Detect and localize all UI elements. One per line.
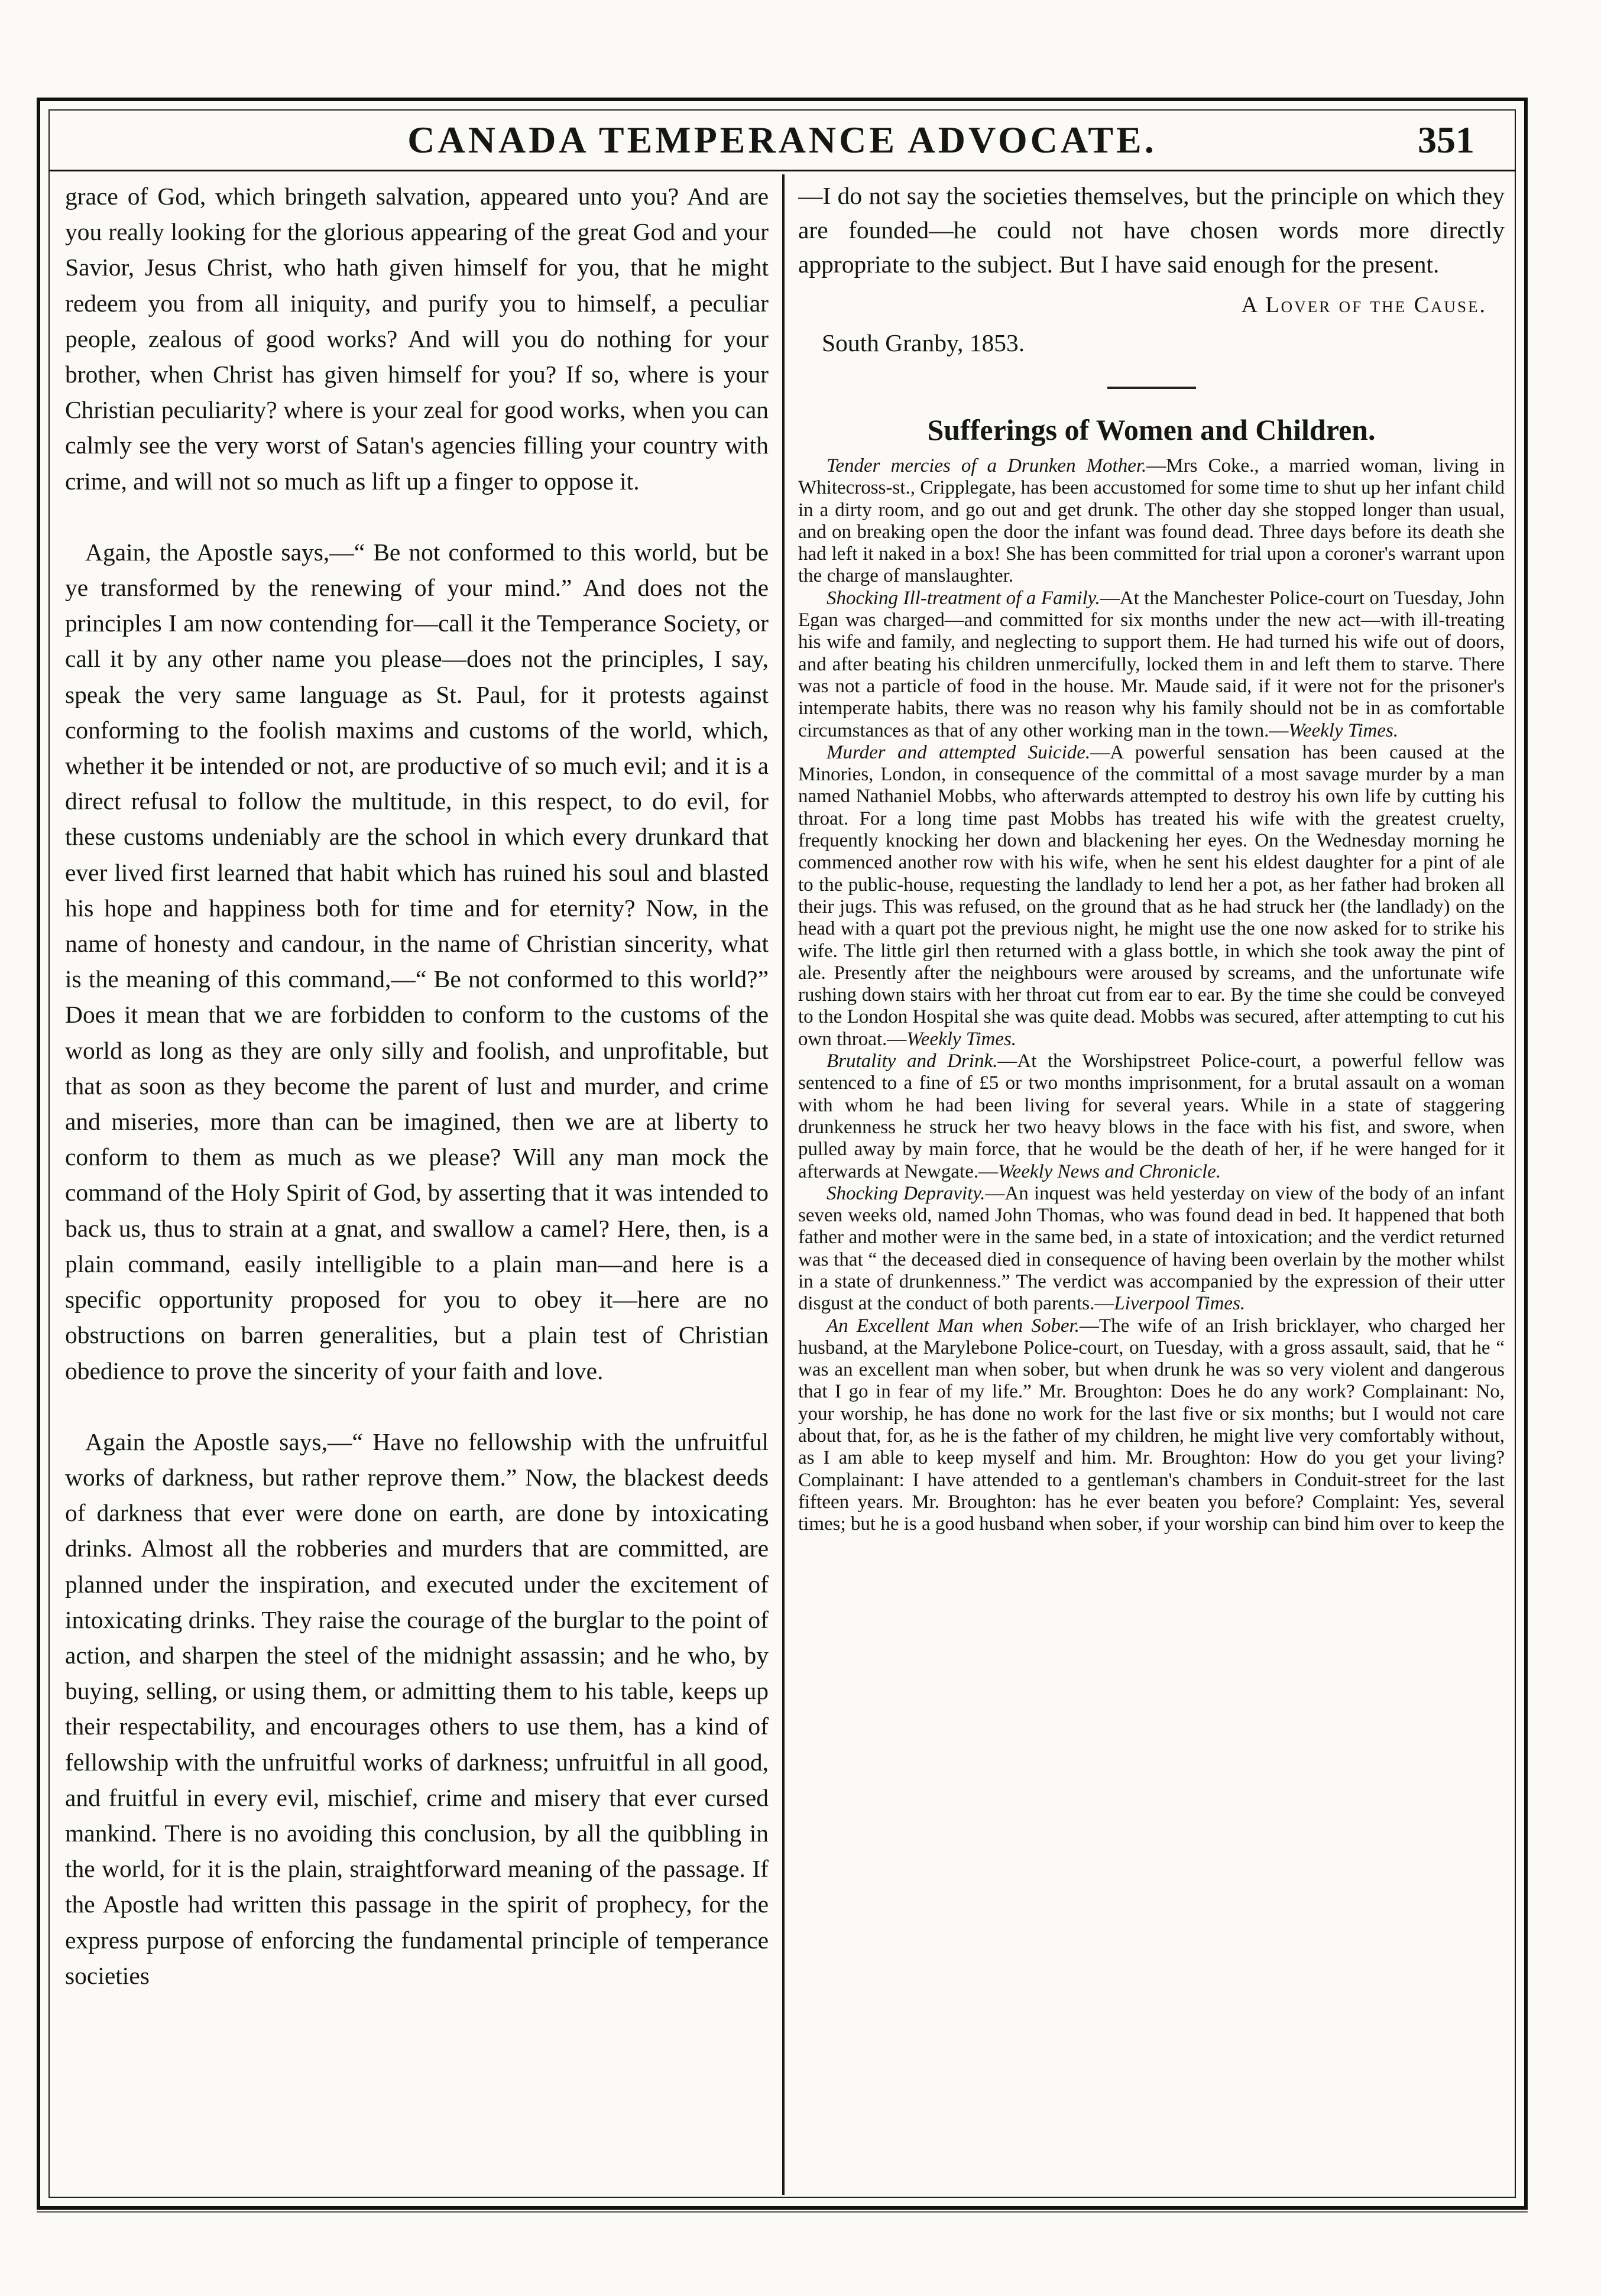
item-source: Weekly Times. [906,1028,1017,1050]
place-date: South Granby, 1853. [822,329,1025,356]
item-title: Brutality and Drink. [827,1050,998,1072]
running-header [48,112,1516,171]
item-title: Shocking Ill-treatment of a Family. [827,587,1100,609]
news-item [798,1183,1505,1315]
item-text: —A powerful sensation has been caused at the Minories, London, in consequence of the committal of a most savage murder by a man named Nathaniel Mobbs, who afterwards attempted to destroy his own life by cutting his throat. For a long time past Mobbs has treated his wife with the greatest cruelty, frequently knocking her down and blackening her eyes. On the Wednesday morning he commenced another row with his wife, when he sent his eldest daughter for a pint of ale to the public-house, requesting the landlady to lend her a pot, as her father had broken all their jugs. This was refused, on the ground that as he had struck her (the landlady) on the head with a quart pot the previous night, he might use the one now asked for to strike his wife. The little girl then returned with a glass bottle, in which she took away the pint of ale. Presently after the neighbours were aroused by screams, and the unfortunate wife rushing down stairs with her throat cut from ear to ear. By the time she could be conveyed to the London Hospital she was quite dead. Mobbs was secured, after attempting to cut his own throat.— [798,741,1505,1050]
news-item [798,1315,1505,1536]
signature-text: A Lover of the Cause. [1241,293,1487,317]
item-source: Weekly News and Chronicle. [998,1160,1221,1182]
page-number: 351 [1418,119,1474,161]
column-divider [782,174,785,2195]
paragraph: —I do not say the societies themselves, but the principle on which they are founded—he could not have chosen words more directly appropriate to the subject. But I have said enough for the present. [798,182,1505,278]
paragraph: Again the Apostle says,—“ Have no fellowship with the unfruitful works of darkness, but rather reprove them.” Now, the blackest deeds of darkness that ever were done on earth, are done by intoxicating drinks. Almost all the robberies and murders that are committed, are planned under the inspiration, and executed under the excitement of intoxicating drinks. They raise the courage of the burglar to the point of action, and sharpen the steel of the midnight assassin; and he who, by buying, selling, or using them, or admitting them to his table, keeps up their respectability, and encourages others to use them, has a kind of fellowship with the unfruitful works of darkness; unfruitful in all good, and fruitful in every evil, mischief, crime and misery that ever cursed mankind. There is no avoiding this conclusion, by all the quibbling in the world, for it is the plain, straightforward meaning of the passage. If the Apostle had written this passage in the spirit of prophecy, for the express purpose of enforcing the fundamental principle of temperance societies [65,1428,769,1989]
right-column [798,179,1505,2188]
section-heading: Sufferings of Women and Children. [927,413,1376,446]
item-source: Weekly Times. [1288,719,1399,741]
item-title: Murder and attempted Suicide. [827,741,1091,763]
bottom-rule [37,2211,1528,2213]
item-text: —At the Manchester Police-court on Tuesday, John Egan was charged—and committed for six months under the new act—with ill-treating his wife and family, and neglecting to support them. He had turned his wife out of doors, and after beating his children unmercifully, locked them in and left them to starve. There was not a particle of food in the house. Mr. Maude said, if it were not for the prisoner's intemperate habits, there was no reason why his family should not be in as comfortable circumstances as that of any other working man in the town.— [798,587,1505,741]
news-item [798,455,1505,588]
news-item [798,1050,1505,1183]
item-text: —Mrs Coke., a married woman, living in Whitecross-st., Cripplegate, has been accustomed for some time to shut up her infant child in a dirty room, and go out and get drunk. The other day she stopped longer than usual, and on breaking open the door the infant was found dead. Three days before its death she had left it naked in a box! She has been committed for trial upon a coroner's warrant upon the charge of manslaughter. [798,455,1505,587]
item-title: Shocking Depravity. [827,1182,986,1204]
running-title: CANADA TEMPERANCE ADVOCATE. [407,119,1157,161]
news-item [798,742,1505,1050]
item-source: Liverpool Times. [1114,1293,1246,1315]
signature [798,292,1487,318]
paragraph: grace of God, which bringeth salvation, appeared unto you? And are you really looking for the glorious appearing of the great God and your Savior, Jesus Christ, who hath given himself for you, that he might redeem you from all iniquity, and purify you to himself, a peculiar people, zealous of good works? And will you do nothing for your brother, when Christ has given himself for you? If so, where is your Christian peculiarity? where is your zeal for good works, when you can calmly see the very worst of Satan's agencies filling your country with crime, and will not so much as lift up a finger to oppose it. [65,183,769,495]
left-column [65,179,769,2177]
section-separator [1107,387,1196,389]
item-title: Tender mercies of a Drunken Mother. [827,455,1147,476]
news-item [798,588,1505,742]
item-text: —At the Worshipstreet Police-court, a powerful fellow was sentenced to a fine of £5 or two months imprisonment, for a brutal assault on a woman with whom he had been living for several years. While in a state of staggering drunkenness he struck her two heavy blows in the face with his fist, and swore, when pulled away by main force, that he would be the death of her, if he were hanged for it afterwards at Newgate.— [798,1050,1505,1182]
item-text: —The wife of an Irish bricklayer, who charged her husband, at the Marylebone Police-court, on Tuesday, with a gross assault, said, that he “ was an excellent man when sober, but when drunk he was so very violent and dangerous that I go in fear of my life.” Mr. Broughton: Does he do any work? Complainant: No, your worship, he has done no work for the last five or six months; but I would not care about that, for, as he is the father of my children, he might live very comfortably without, as I am able to keep myself and him. Mr. Broughton: How do you get your living? Complainant: I have attended to a gentleman's chambers in Conduit-street for the last fifteen years. Mr. Broughton: has he ever beaten you before? Complaint: Yes, several times; but he is a good husband when sober, if your worship can bind him over to keep the [798,1315,1505,1535]
paragraph: Again, the Apostle says,—“ Be not conformed to this world, but be ye transformed by the renewing of your mind.” And does not the principles I am now contending for—call it the Temperance Society, or call it by any other name you please—does not the principles, I say, speak the very same language as St. Paul, for it protests against conforming to the foolish maxims and customs of the world, which, whether it be intended or not, are productive of so much evil; and it is a direct refusal to follow the multitude, in this respect, to do evil, for these customs undeniably are the school in which every drunkard that ever lived first learned that habit which has ruined his soul and blasted his hope and happiness both for time and for eternity? Now, in the name of honesty and candour, in the name of Christian sincerity, what is the meaning of this command,—“ Be not conformed to this world?” Does it mean that we are forbidden to conform to the customs of the world as long as they are only silly and foolish, and unprofitable, but that as soon as they become the parent of lust and murder, and crime and miseries, more than can be imagined, then we are at liberty to conform to them as much as we please? Will any man mock the command of the Holy Spirit of God, by asserting that it was intended to back us, thus to strain at a gnat, and swallow a camel? Here, then, is a plain command, easily intelligible to a plain man—and here is a specific opportunity proposed for you to obey it—here are no obstructions on barren generalities, but a plain test of Christian obedience to prove the sincerity of your faith and love. [65,538,769,1384]
item-text: —An inquest was held yesterday on view of the body of an infant seven weeks old, named John Thomas, who was found dead in bed. It happened that both father and mother were in the same bed, in a state of intoxication; and the verdict returned was that “ the deceased died in consequence of having been overlain by the mother whilst in a state of drunkenness.” The verdict was accompanied by the expression of their utter disgust at the conduct of both parents.— [798,1182,1505,1315]
item-title: An Excellent Man when Sober. [827,1315,1080,1337]
